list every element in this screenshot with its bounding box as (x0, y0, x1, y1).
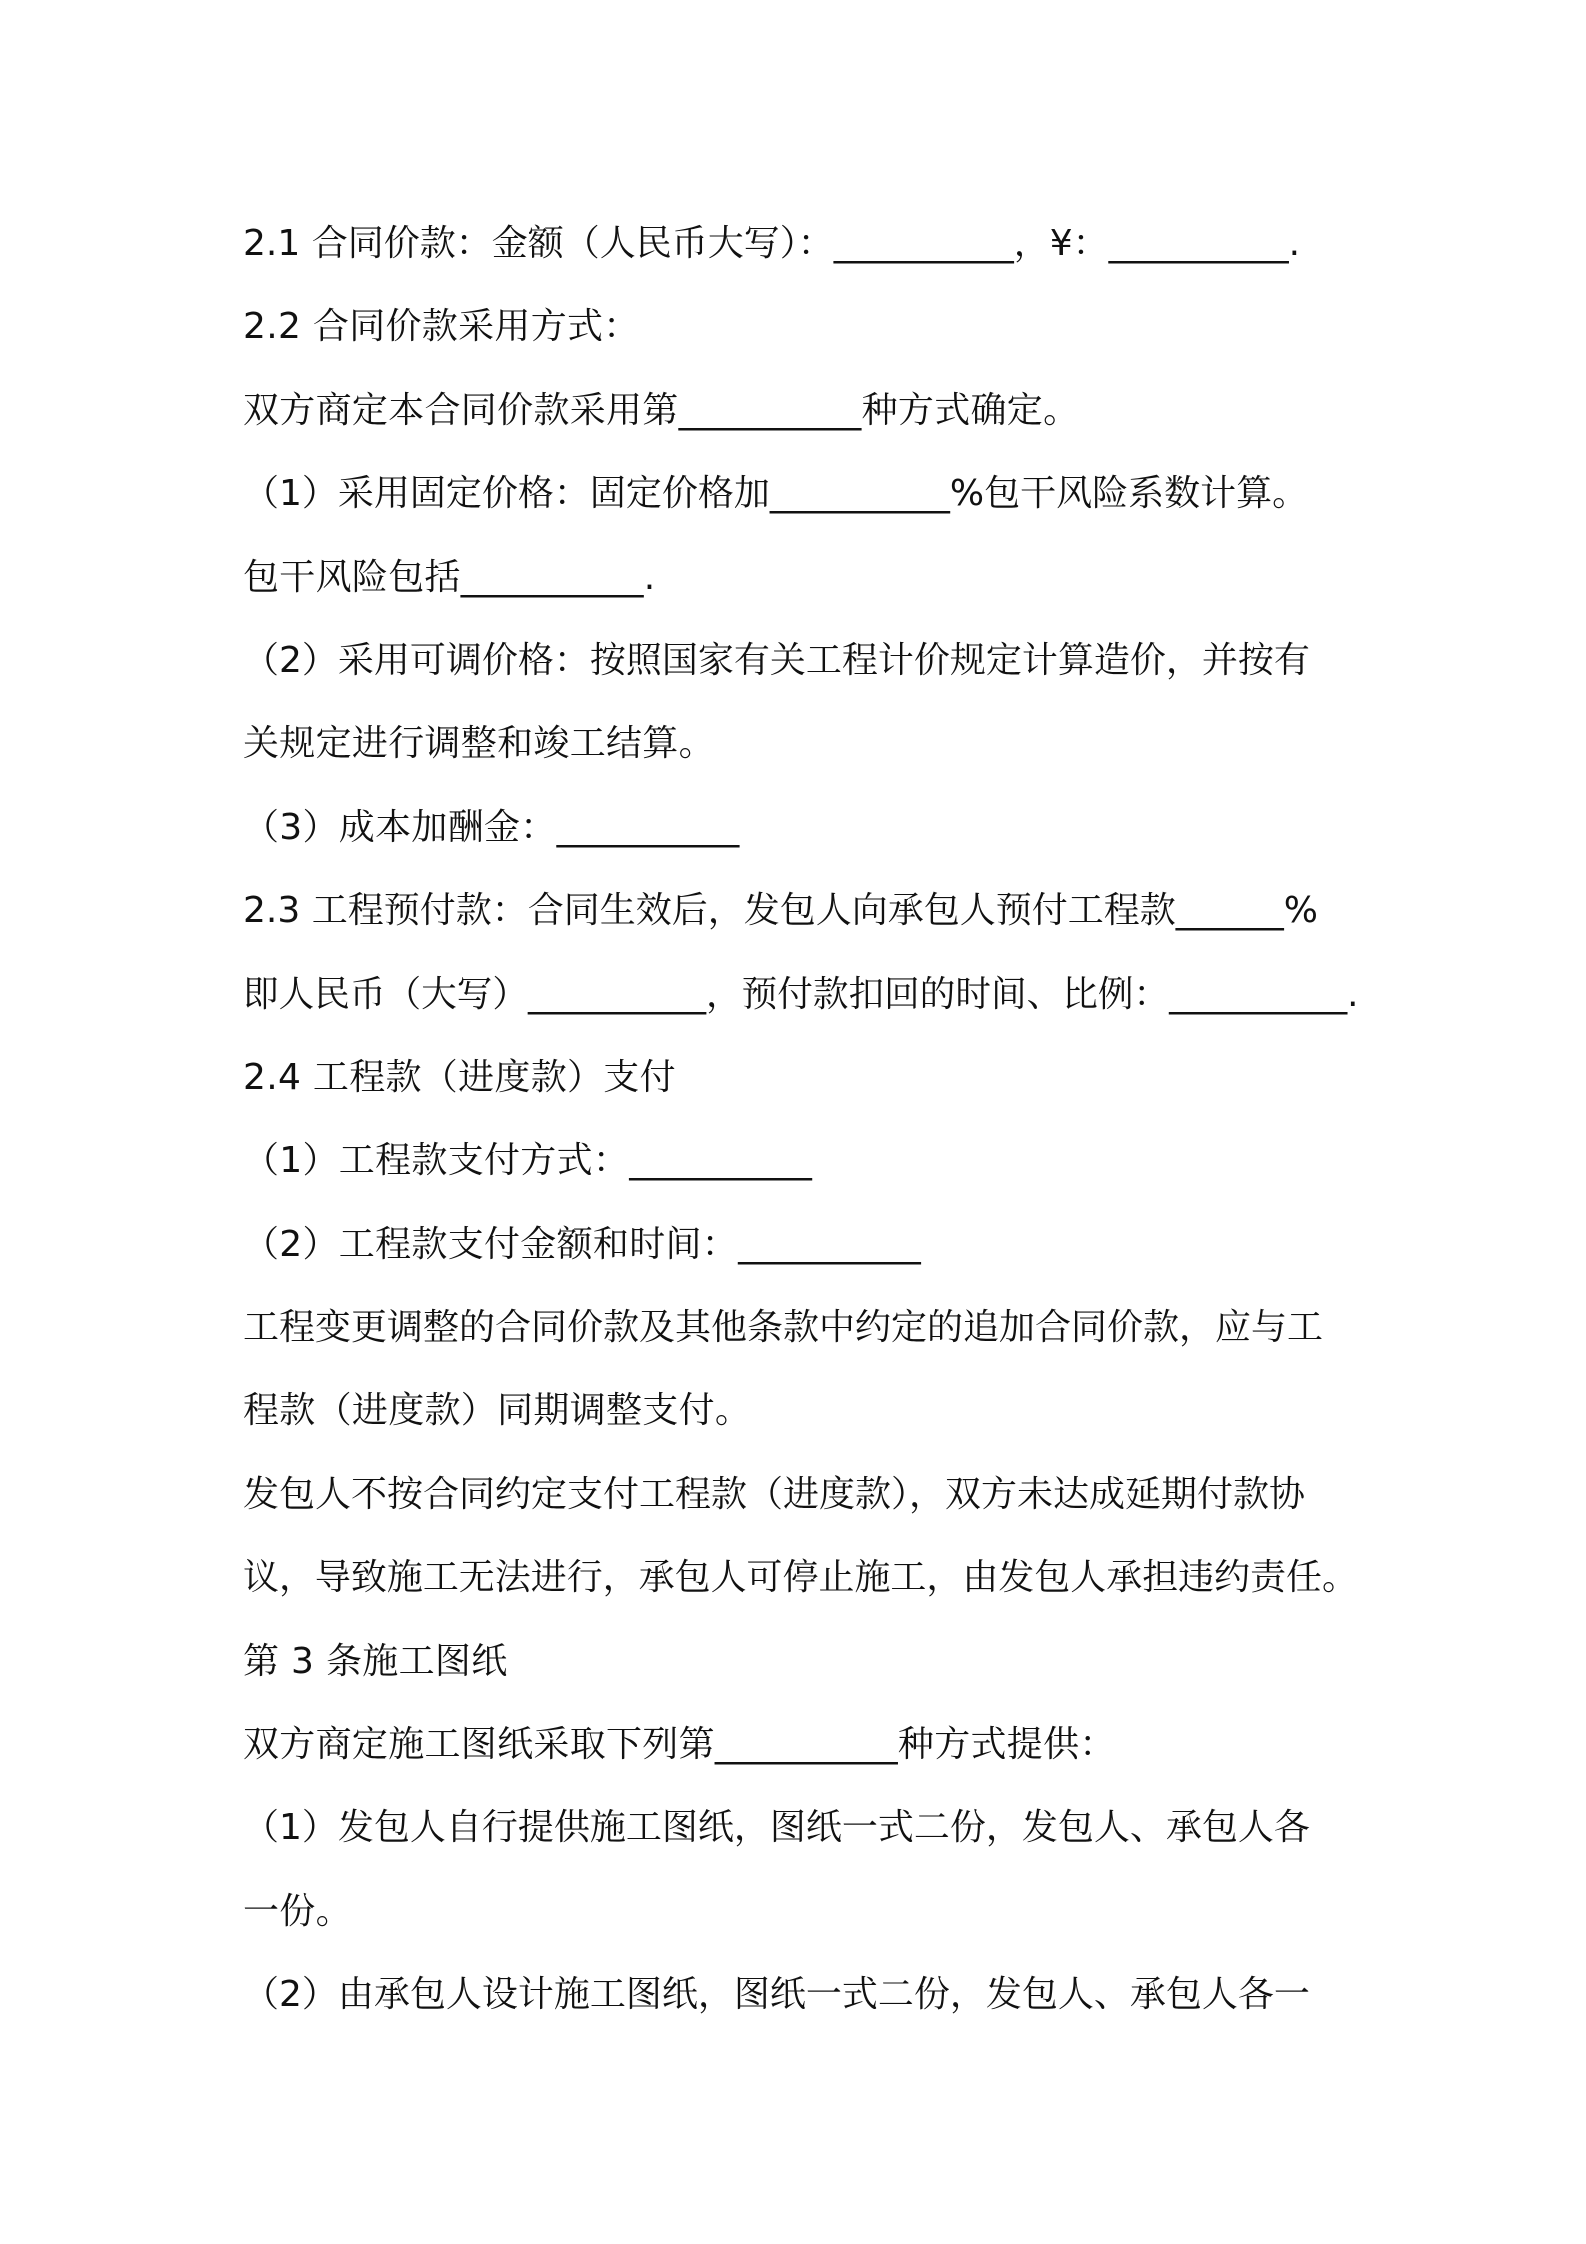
late-payment-continuation: 议，导致施工无法进行，承包人可停止施工，由发包人承担违约责任。 (243, 1557, 1359, 1599)
drawings-option-1-continuation: 一份。 (243, 1890, 352, 1932)
document-body (243, 202, 1358, 2037)
advance-payment-details: 即人民币（大写）__________，预付款扣回的时间、比例：__________. (243, 973, 1359, 1015)
variation-adjustment-paragraph: 工程变更调整的合同价款及其他条款中约定的追加合同价款，应与工 (243, 1307, 1324, 1349)
variation-adjustment-continuation: 程款（进度款）同期调整支付。 (243, 1390, 752, 1432)
article-3-heading: 第 3 条施工图纸 (243, 1640, 508, 1682)
drawings-method-selection: 双方商定施工图纸采取下列第__________种方式提供： (243, 1724, 1116, 1766)
clause-2-4-heading: 2.4 工程款（进度款）支付 (243, 1056, 676, 1098)
method-2-continuation: 关规定进行调整和竣工结算。 (243, 723, 715, 765)
late-payment-paragraph: 发包人不按合同约定支付工程款（进度款），双方未达成延期付款协 (243, 1473, 1306, 1515)
payment-method-item: （1）工程款支付方式：__________ (243, 1140, 813, 1182)
method-1-fixed-price: （1）采用固定价格：固定价格加__________%包干风险系数计算。 (243, 473, 1309, 515)
payment-amount-time-item: （2）工程款支付金额和时间：__________ (243, 1223, 922, 1265)
drawings-option-1: （1）发包人自行提供施工图纸，图纸一式二份，发包人、承包人各 (243, 1807, 1310, 1849)
clause-2-3-advance-payment: 2.3 工程预付款：合同生效后，发包人向承包人预付工程款______% (243, 890, 1318, 932)
clause-2-2-heading: 2.2 合同价款采用方式： (243, 306, 640, 348)
drawings-option-2: （2）由承包人设计施工图纸，图纸一式二份，发包人、承包人各一 (243, 1974, 1310, 2016)
price-method-selection: 双方商定本合同价款采用第__________种方式确定。 (243, 389, 1080, 431)
clause-2-1-contract-price: 2.1 合同价款：金额（人民币大写）：__________，¥：__________. (243, 223, 1301, 264)
lump-sum-risk-scope: 包干风险包括__________. (243, 556, 656, 598)
method-3-cost-plus: （3）成本加酬金：__________ (243, 806, 740, 848)
method-2-adjustable-price: （2）采用可调价格：按照国家有关工程计价规定计算造价，并按有 (243, 639, 1310, 681)
